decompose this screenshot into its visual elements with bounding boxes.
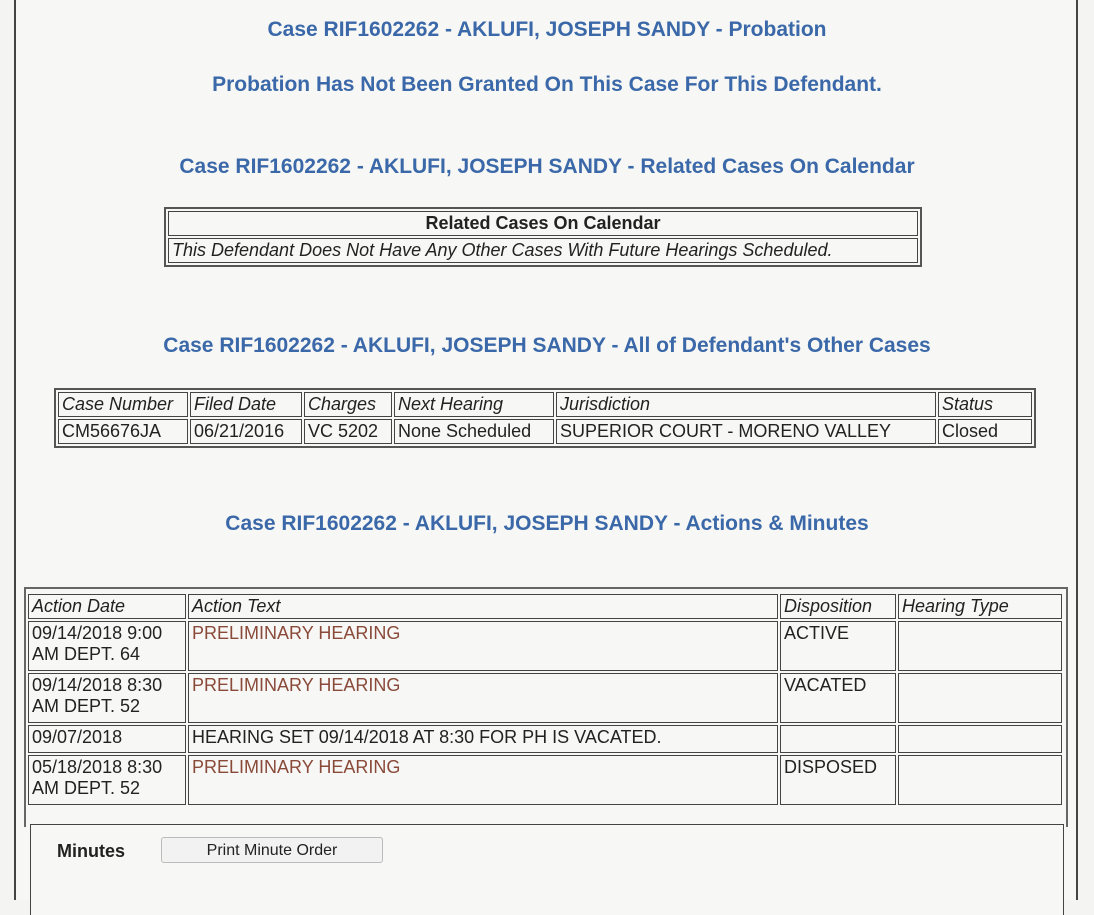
- col-action-date: Action Date: [28, 594, 186, 619]
- hearing-type: [898, 755, 1062, 805]
- minutes-label: Minutes: [57, 841, 126, 861]
- col-jurisdiction: Jurisdiction: [556, 392, 936, 417]
- table-row: [28, 725, 1062, 753]
- action-text-link[interactable]: PRELIMINARY HEARING: [188, 621, 778, 671]
- charges: VC 5202: [304, 419, 392, 444]
- table-row: [28, 755, 1062, 805]
- col-hearing-type: Hearing Type: [898, 594, 1062, 619]
- table-row: [58, 419, 1032, 444]
- disposition: [780, 725, 896, 753]
- filed-date: 06/21/2016: [190, 419, 302, 444]
- action-date: 09/07/2018: [28, 725, 186, 753]
- probation-status: Probation Has Not Been Granted On This Case For This Defendant.: [212, 73, 882, 96]
- action-date: 09/14/2018 8:30 AM DEPT. 52: [28, 673, 186, 723]
- other-cases-table: [54, 388, 1036, 448]
- jurisdiction: SUPERIOR COURT - MORENO VALLEY: [556, 419, 936, 444]
- other-cases-title: Case RIF1602262 - AKLUFI, JOSEPH SANDY - All of Defendant's Other Cases: [163, 334, 931, 357]
- action-text-link[interactable]: PRELIMINARY HEARING: [188, 755, 778, 805]
- related-cases-title: Case RIF1602262 - AKLUFI, JOSEPH SANDY - Related Cases On Calendar: [179, 155, 915, 178]
- related-cases-header: Related Cases On Calendar: [168, 211, 918, 236]
- related-cases-table: [164, 207, 922, 267]
- disposition: ACTIVE: [780, 621, 896, 671]
- disposition: DISPOSED: [780, 755, 896, 805]
- related-cases-message: This Defendant Does Not Have Any Other Cases With Future Hearings Scheduled.: [168, 238, 918, 263]
- table-row: [28, 673, 1062, 723]
- action-date: 09/14/2018 9:00 AM DEPT. 64: [28, 621, 186, 671]
- action-date: 05/18/2018 8:30 AM DEPT. 52: [28, 755, 186, 805]
- action-text: HEARING SET 09/14/2018 AT 8:30 FOR PH IS VACATED.: [188, 725, 778, 753]
- print-minute-order-button[interactable]: Print Minute Order: [161, 837, 383, 863]
- next-hearing: None Scheduled: [394, 419, 554, 444]
- table-row: [28, 621, 1062, 671]
- col-case-number: Case Number: [58, 392, 188, 417]
- actions-title: Case RIF1602262 - AKLUFI, JOSEPH SANDY - Actions & Minutes: [225, 512, 869, 535]
- hearing-type: [898, 725, 1062, 753]
- col-filed-date: Filed Date: [190, 392, 302, 417]
- minutes-panel: [30, 824, 1064, 915]
- action-text-link[interactable]: PRELIMINARY HEARING: [188, 673, 778, 723]
- hearing-type: [898, 621, 1062, 671]
- col-charges: Charges: [304, 392, 392, 417]
- probation-title: Case RIF1602262 - AKLUFI, JOSEPH SANDY - Probation: [267, 18, 827, 41]
- col-status: Status: [938, 392, 1032, 417]
- hearing-type: [898, 673, 1062, 723]
- actions-table: [26, 592, 1064, 807]
- col-action-text: Action Text: [188, 594, 778, 619]
- col-disposition: Disposition: [780, 594, 896, 619]
- col-next-hearing: Next Hearing: [394, 392, 554, 417]
- disposition: VACATED: [780, 673, 896, 723]
- case-number-link[interactable]: CM56676JA: [58, 419, 188, 444]
- status: Closed: [938, 419, 1032, 444]
